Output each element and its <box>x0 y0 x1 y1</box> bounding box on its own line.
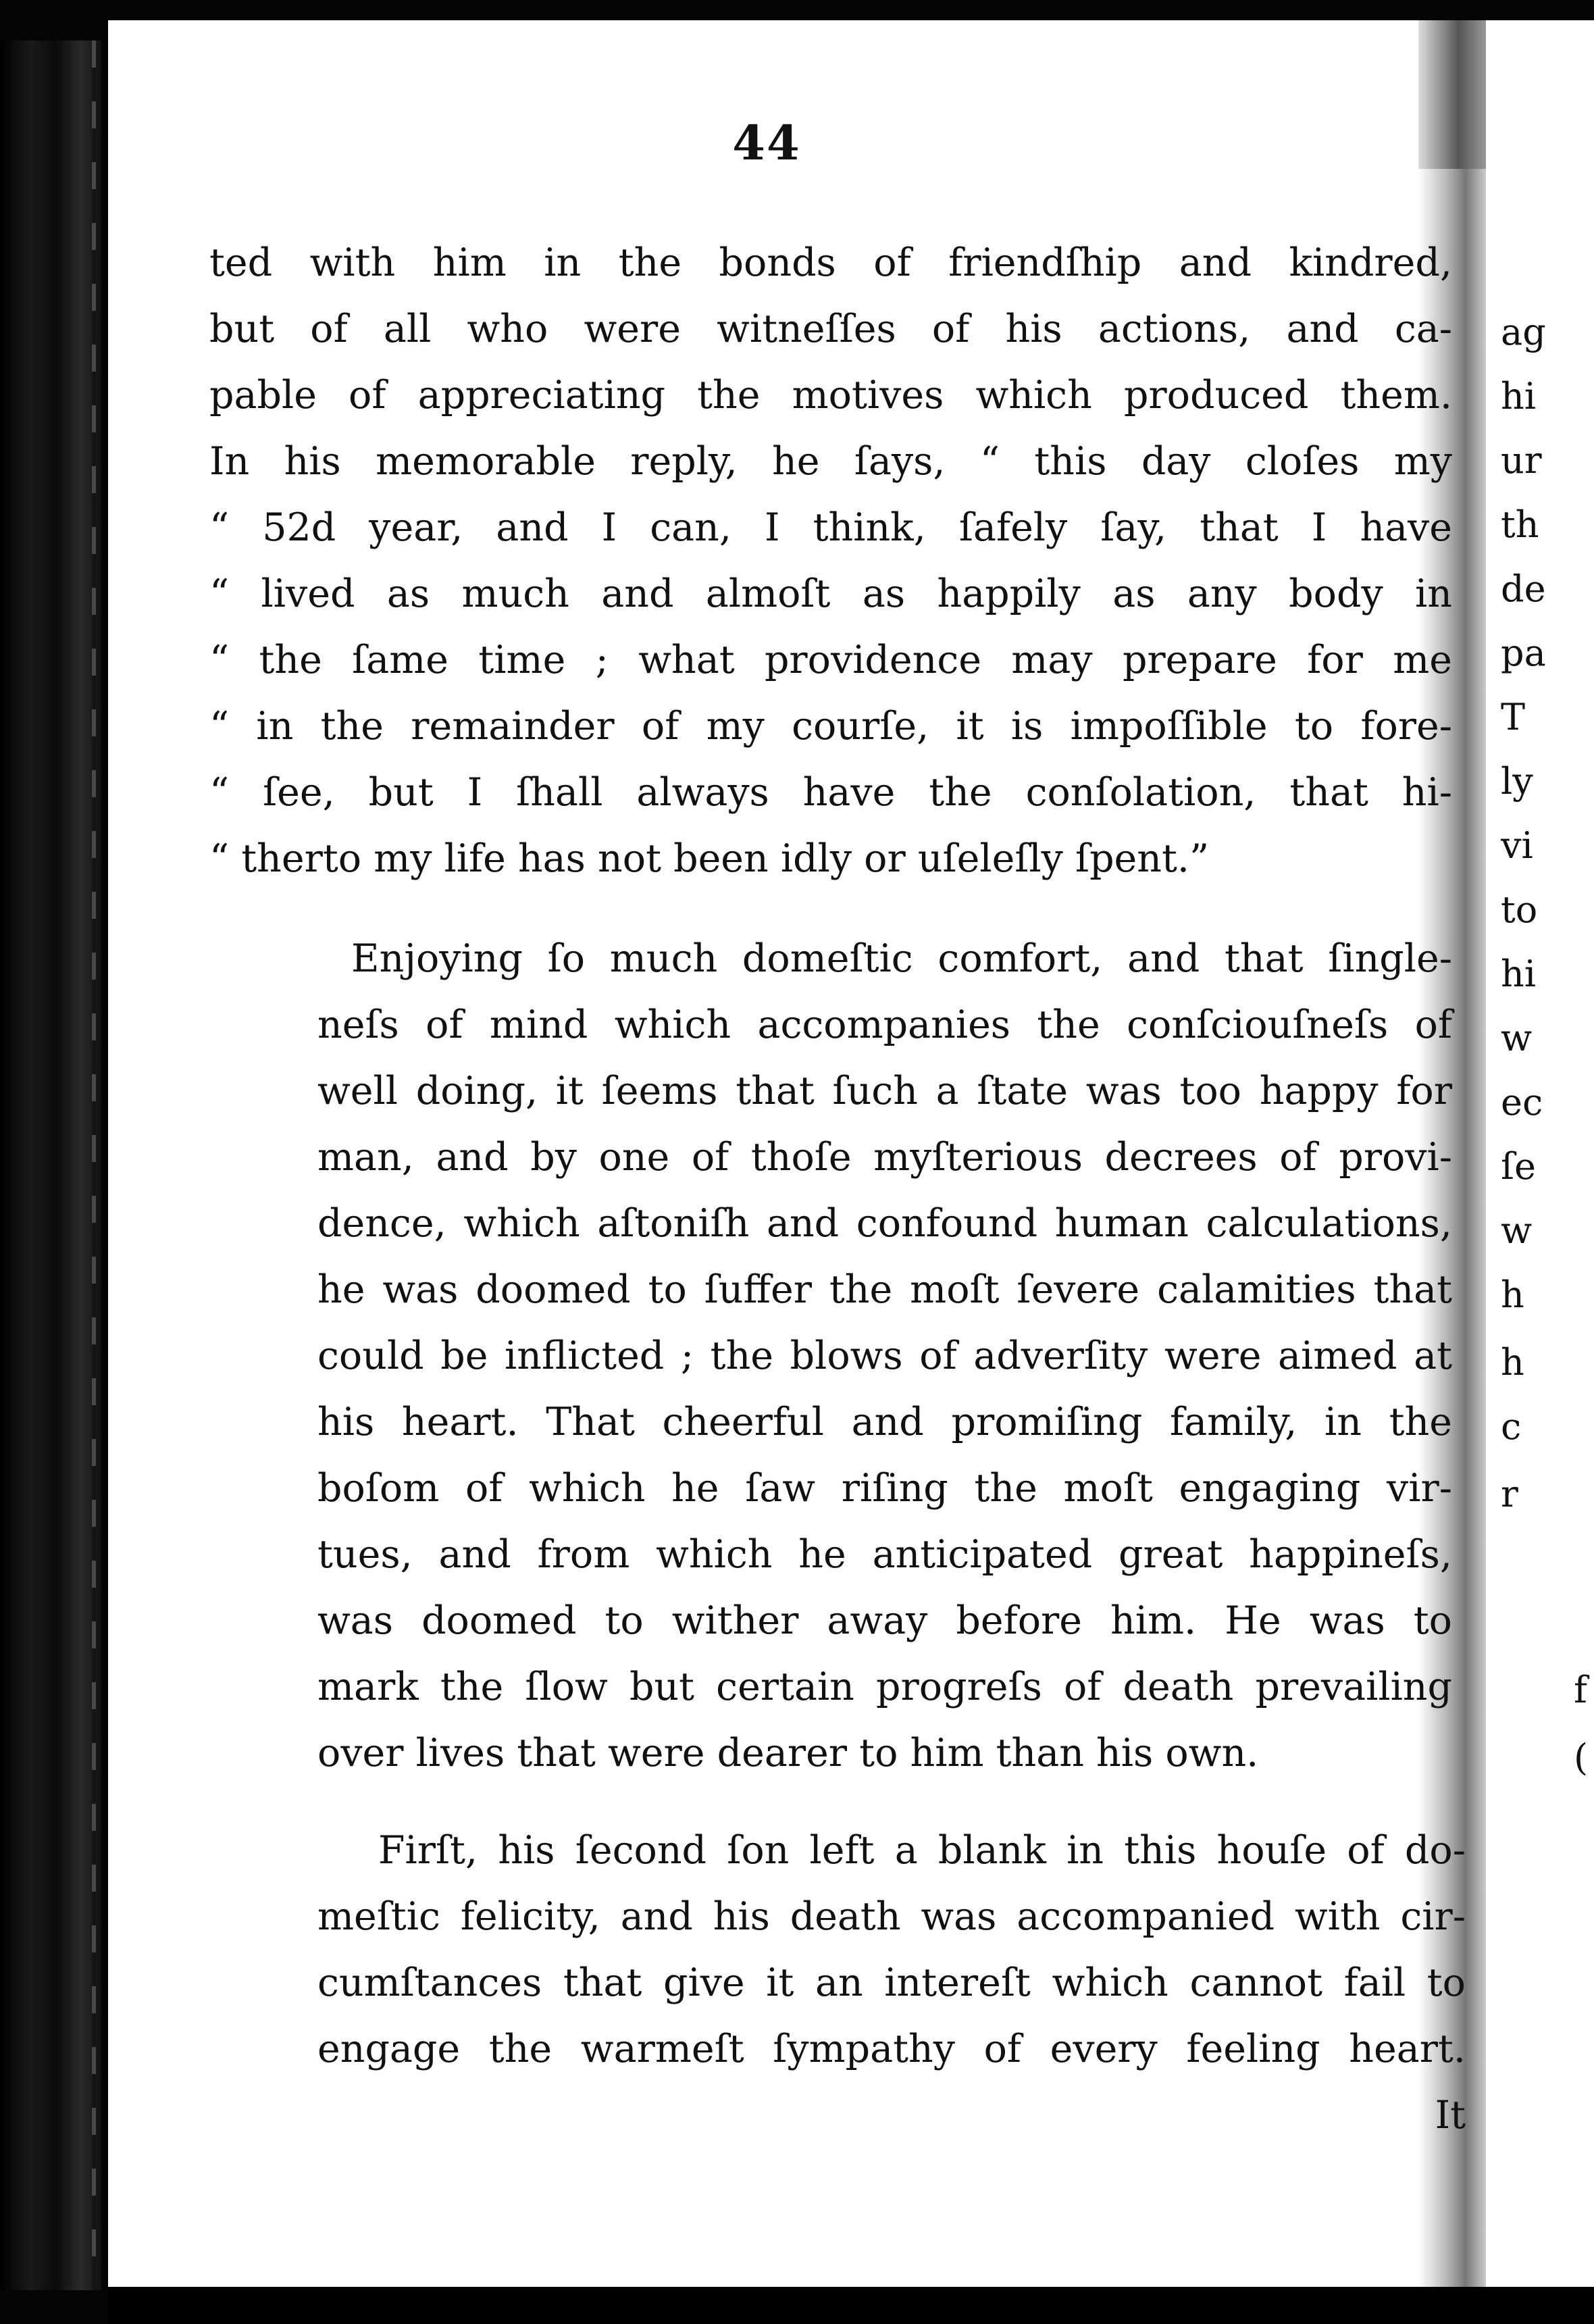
adjacent-page-fragment: ec <box>1501 1081 1543 1123</box>
text-line: Enjoying ſo much domeſtic comfort, and that ſingle- <box>351 936 1452 981</box>
text-line: neſs of mind which accompanies the conſciouſneſs of <box>317 1003 1452 1047</box>
text-line: cumſtances that give it an intereſt which cannot fail to <box>317 1961 1466 2005</box>
text-line: “ 52d year, and I can, I think, ſafely ſay, that I have <box>209 505 1452 550</box>
text-line: dence, which aſtoniſh and confound human calculations, <box>317 1201 1452 1246</box>
text-line: he was doomed to ſuffer the moſt ſevere calamities that <box>317 1267 1452 1312</box>
paragraph-1 <box>209 230 1452 892</box>
paragraph-2 <box>317 992 1452 1786</box>
adjacent-page-fragment: h <box>1501 1273 1524 1316</box>
adjacent-page-fragment: hi <box>1501 953 1537 995</box>
adjacent-page-fragment: de <box>1501 567 1546 610</box>
text-line: but of all who were witneſſes of his actions, and ca- <box>209 307 1452 351</box>
paragraph-2-first-line <box>351 926 1452 992</box>
adjacent-page-fragment: w <box>1501 1209 1533 1252</box>
page-number: 44 <box>732 115 801 171</box>
book-binding-edge <box>0 41 101 2290</box>
adjacent-page-fragment: to <box>1501 888 1538 931</box>
adjacent-page-fragment: ſe <box>1501 1145 1536 1188</box>
adjacent-page-fragment: w <box>1501 1017 1533 1059</box>
text-line: “ lived as much and almoſt as happily as any body in <box>209 572 1452 616</box>
paragraph-3-first-line <box>378 1817 1466 1884</box>
text-line: man, and by one of thoſe myſterious decrees of provi- <box>317 1135 1452 1180</box>
text-line: his heart. That cheerful and promiſing family, in the <box>317 1400 1452 1444</box>
catchword: It <box>1435 2093 1466 2138</box>
text-line: pable of appreciating the motives which produced them. <box>209 373 1452 418</box>
scan-bottom-edge <box>108 2287 1594 2324</box>
text-line: engage the warmeſt ſympathy of every feeling heart. <box>317 2027 1466 2071</box>
adjacent-page-fragment: ly <box>1501 760 1533 803</box>
text-line: well doing, it ſeems that ſuch a ſtate was too happy for <box>317 1069 1452 1113</box>
text-line: “ therto my life has not been idly or uſeleſly ſpent.” <box>209 836 1210 881</box>
text-line: “ in the remainder of my courſe, it is impoſſible to fore- <box>209 704 1452 749</box>
text-line: boſom of which he ſaw riſing the moſt engaging vir- <box>317 1466 1452 1511</box>
text-line: meſtic felicity, and his death was accompanied with cir- <box>317 1894 1466 1939</box>
text-line: tues, and from which he anticipated great happineſs, <box>317 1532 1452 1577</box>
adjacent-page-fragment: r <box>1501 1473 1518 1515</box>
adjacent-page-fragment: f <box>1574 1669 1587 1711</box>
text-line: could be inflicted ; the blows of adverſity were aimed at <box>317 1334 1452 1378</box>
text-line: over lives that were dearer to him than his own. <box>317 1731 1259 1775</box>
adjacent-page-fragment: h <box>1501 1341 1524 1384</box>
adjacent-page-fragment: vi <box>1501 824 1533 867</box>
adjacent-page-fragment: ( <box>1574 1736 1589 1779</box>
text-line: was doomed to wither away before him. He was to <box>317 1598 1452 1643</box>
text-line: “ the ſame time ; what providence may prepare for me <box>209 638 1452 682</box>
page-gutter-shadow-top <box>1418 20 1486 169</box>
text-line: Firſt, his ſecond ſon left a blank in this houſe of do- <box>378 1828 1466 1873</box>
adjacent-page-fragment: T <box>1501 696 1526 738</box>
text-line: ted with him in the bonds of friendſhip and kindred, <box>209 241 1452 285</box>
adjacent-page-fragment: c <box>1501 1405 1522 1448</box>
adjacent-page-fragment: pa <box>1501 632 1546 674</box>
text-line: mark the ſlow but certain progreſs of death prevailing <box>317 1665 1452 1709</box>
adjacent-page-fragment: ur <box>1501 439 1542 482</box>
adjacent-page-fragment: ag <box>1501 311 1546 353</box>
adjacent-page-fragment: hi <box>1501 375 1537 418</box>
adjacent-page-fragment: th <box>1501 503 1539 546</box>
text-line: In his memorable reply, he ſays, “ this day cloſes my <box>209 439 1452 484</box>
text-line: “ ſee, but I ſhall always have the conſolation, that hi- <box>209 770 1452 815</box>
paragraph-3 <box>317 1884 1466 2148</box>
